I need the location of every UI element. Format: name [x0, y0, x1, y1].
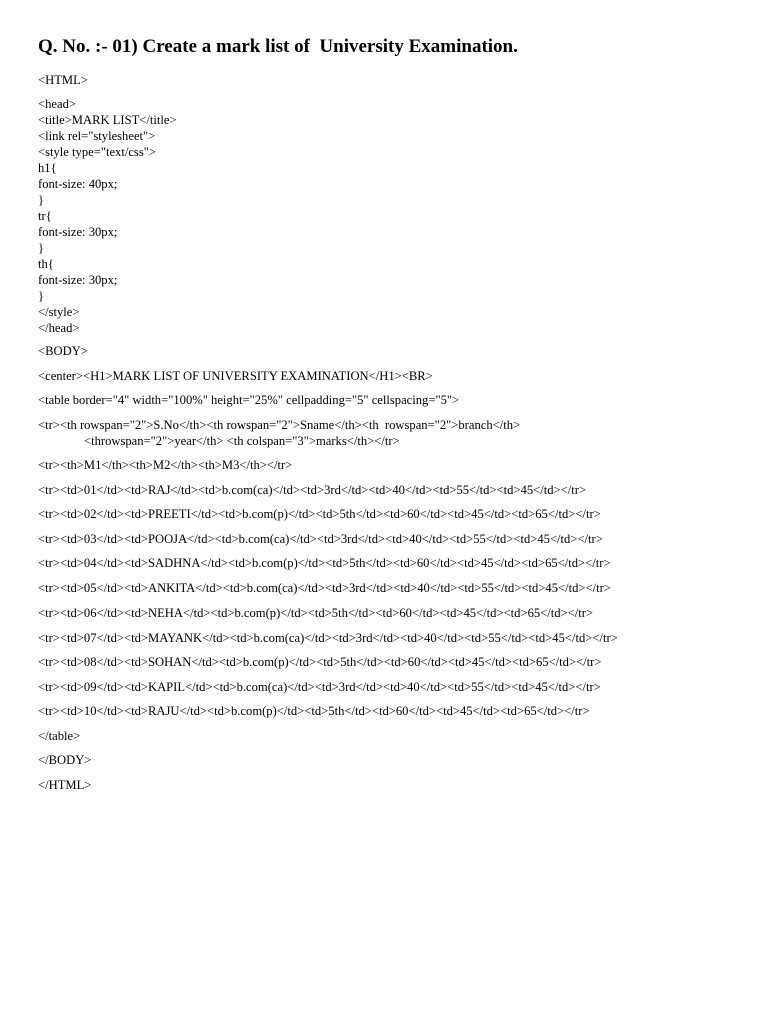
code-line-tr-close: } [38, 241, 45, 255]
code-line-row-04: <tr><td>04</td><td>SADHNA</td><td>b.com(p)</td><td>5th</td><td>60</td><td>45</td><td>65</td></tr> [38, 556, 611, 570]
code-line-row-10: <tr><td>10</td><td>RAJU</td><td>b.com(p)</td><td>5th</td><td>60</td><td>45</td><td>65</td></tr> [38, 704, 590, 718]
code-line-style-open: <style type="text/css"> [38, 145, 156, 159]
code-line-table-open: <table border="4" width="100%" height="25%" cellpadding="5" cellspacing="5"> [38, 393, 460, 407]
code-line-row-07: <tr><td>07</td><td>MAYANK</td><td>b.com(ca)</td><td>3rd</td><td>40</td><td>55</td><td>45</td></tr> [38, 631, 618, 645]
code-line-style-close: </style> [38, 305, 80, 319]
code-line-body-open: <BODY> [38, 344, 88, 358]
code-line-tr-head-1: <tr><th rowspan="2">S.No</th><th rowspan="2">Sname</th><th rowspan="2">branch</th> [38, 418, 521, 432]
code-line-th-selector: th{ [38, 257, 54, 271]
code-line-h1-font-size: font-size: 40px; [38, 177, 118, 191]
code-line-row-01: <tr><td>01</td><td>RAJ</td><td>b.com(ca)</td><td>3rd</td><td>40</td><td>55</td><td>45</td></tr> [38, 483, 587, 497]
code-line-row-08: <tr><td>08</td><td>SOHAN</td><td>b.com(p)</td><td>5th</td><td>60</td><td>45</td><td>65</td></tr> [38, 655, 602, 669]
code-line-th-close: } [38, 289, 45, 303]
code-line-html-open: <HTML> [38, 73, 88, 87]
code-line-title: <title>MARK LIST</title> [38, 113, 177, 127]
code-line-row-03: <tr><td>03</td><td>POOJA</td><td>b.com(ca)</td><td>3rd</td><td>40</td><td>55</td><td>45</td></tr> [38, 532, 603, 546]
code-line-center: <center><H1>MARK LIST OF UNIVERSITY EXAMINATION</H1><BR> [38, 369, 433, 383]
code-line-tr-marks: <tr><th>M1</th><th>M2</th><th>M3</th></tr> [38, 458, 293, 472]
code-line-tr-head-2: <throwspan="2">year</th> <th colspan="3">marks</th></tr> [84, 434, 400, 448]
code-line-body-close: </BODY> [38, 753, 92, 767]
code-line-html-close: </HTML> [38, 778, 92, 792]
question-heading: Q. No. :- 01) Create a mark list of University Examination. [38, 36, 518, 57]
code-line-h1-selector: h1{ [38, 161, 57, 175]
code-line-head-close: </head> [38, 321, 80, 335]
code-line-tr-selector: tr{ [38, 209, 52, 223]
code-line-row-02: <tr><td>02</td><td>PREETI</td><td>b.com(p)</td><td>5th</td><td>60</td><td>45</td><td>65</td></tr> [38, 507, 601, 521]
code-line-head-open: <head> [38, 97, 76, 111]
code-line-row-05: <tr><td>05</td><td>ANKITA</td><td>b.com(ca)</td><td>3rd</td><td>40</td><td>55</td><td>45</td></tr> [38, 581, 611, 595]
code-line-tr-font-size: font-size: 30px; [38, 225, 118, 239]
code-line-table-close: </table> [38, 729, 81, 743]
code-line-row-09: <tr><td>09</td><td>KAPIL</td><td>b.com(ca)</td><td>3rd</td><td>40</td><td>55</td><td>45</td></tr> [38, 680, 601, 694]
code-line-h1-close: } [38, 193, 45, 207]
code-line-link: <link rel="stylesheet"> [38, 129, 156, 143]
code-line-th-font-size: font-size: 30px; [38, 273, 118, 287]
code-line-row-06: <tr><td>06</td><td>NEHA</td><td>b.com(p)</td><td>5th</td><td>60</td><td>45</td><td>65</td></tr> [38, 606, 594, 620]
